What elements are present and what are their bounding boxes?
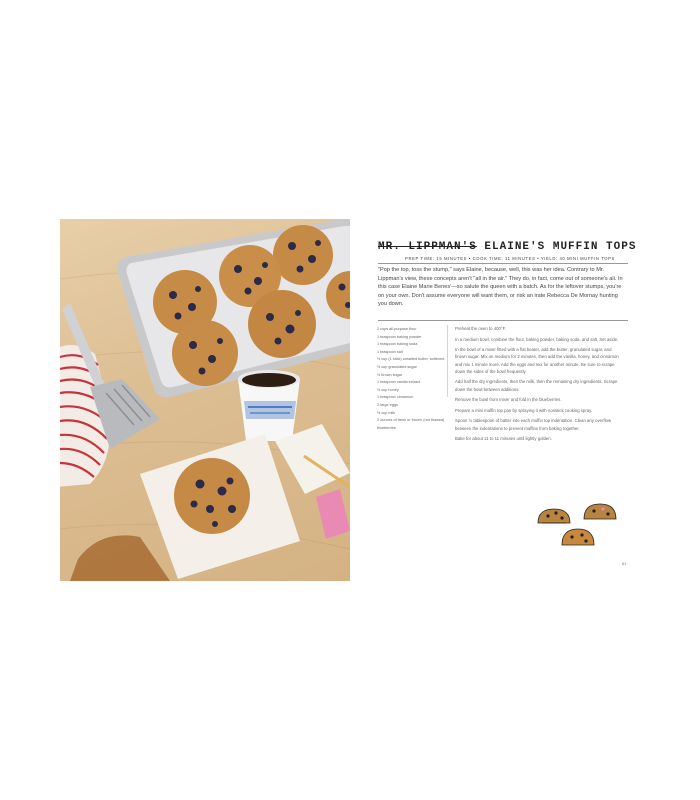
plated-cookie — [140, 434, 300, 579]
recipe-title-struck: MR. LIPPMAN'S — [378, 241, 477, 253]
step-item: In a medium bowl, combine the flour, baking powder, baking soda, and salt. Set aside. — [455, 336, 619, 342]
paper-bag — [70, 535, 170, 581]
intro-rule — [378, 320, 628, 321]
step-item: Spoon ½ tablespoon of batter into each muffin top indentation. Clean any overflow between the indentations to prevent muffins from baking together. — [455, 418, 612, 431]
ingredient-item: ½ cup milk — [377, 410, 396, 415]
step-item: In the bowl of a mixer fitted with a flat beater, add the butter, granulated sugar, and brown sugar. Mix on medium for 2 minutes, then add the vanilla, honey, and cinnamon and mix 1 minute more. Add the eggs and mix for another minute. Be sure to scrape down the sides of the bowl frequently. — [455, 347, 619, 374]
recipe-page — [350, 219, 640, 581]
ingredient-item: 1 teaspoon cinnamon — [377, 395, 414, 400]
coffee-cup — [238, 370, 300, 441]
ingredient-list — [377, 326, 445, 432]
recipe-title-main: ELAINE'S MUFFIN TOPS — [476, 241, 637, 253]
muffin-top-2 — [584, 504, 616, 519]
ingredient-item: ½ brown sugar — [377, 372, 403, 377]
muffin-tops-illustration — [536, 501, 626, 551]
step-item: Remove the bowl from mixer and fold in the blueberries. — [455, 397, 562, 403]
step-list — [455, 325, 620, 446]
ingredient-item: 1 teaspoon vanilla extract — [377, 380, 421, 385]
step-item: Preheat the oven to 400°F. — [455, 326, 506, 331]
ingredient-item: ½ cup (1 stick) unsalted butter, softened — [377, 357, 445, 362]
column-divider — [447, 325, 448, 397]
muffin-top-1 — [538, 509, 570, 523]
ingredient-item: 1 teaspoon baking soda — [377, 342, 418, 347]
recipe-meta: PREP TIME: 15 MINUTES • COOK TIME: 11 MINUTES • YIELD: 40 MINI MUFFIN TOPS — [405, 256, 615, 261]
ingredient-item: 2 large eggs — [377, 402, 398, 407]
muffin-tops-photo — [60, 219, 350, 581]
page-number: 61 — [622, 561, 627, 566]
ingredient-item: 1 teaspoon baking powder — [377, 334, 422, 339]
step-item: Bake for about 11 to 11 minutes until lightly golden. — [455, 436, 552, 442]
ingredient-item: 2 ounces of fresh or frozen (not thawed) blueberries — [377, 418, 445, 430]
step-item: Prepare a mini muffin top pan by spraying it with nonstick cooking spray. — [455, 407, 593, 413]
pink-tag — [316, 489, 350, 539]
ingredient-item: ½ cup honey — [377, 387, 399, 392]
step-item: Add half the dry ingredients, then the milk, then the remaining dry ingredients. Scrape down the bowl between additions. — [455, 379, 618, 392]
ingredient-item: ½ cup granulated sugar — [377, 364, 417, 369]
muffin-top-3 — [562, 529, 594, 545]
top-rule — [378, 263, 628, 264]
recipe-intro: "Pop the top, toss the stump," says Elaine, because, well, this was her idea. Contrary to Mr. Lippman's view, these concepts aren't "all in the air." They do, in fact, come out of someone's ali. In this case Elaine Marie Benes'—so salute the queen with a batch. As for the leftover stumps, you're on your own. Don't assume everyone will want them, or risk an irate Rebecca De Mornay hunting you down. — [378, 267, 623, 307]
photo-illustration — [60, 219, 350, 581]
recipe-title — [378, 241, 637, 253]
ingredient-item: 1 teaspoon salt — [377, 349, 403, 354]
ingredient-item: 2 cups all-purpose flour — [377, 327, 417, 331]
